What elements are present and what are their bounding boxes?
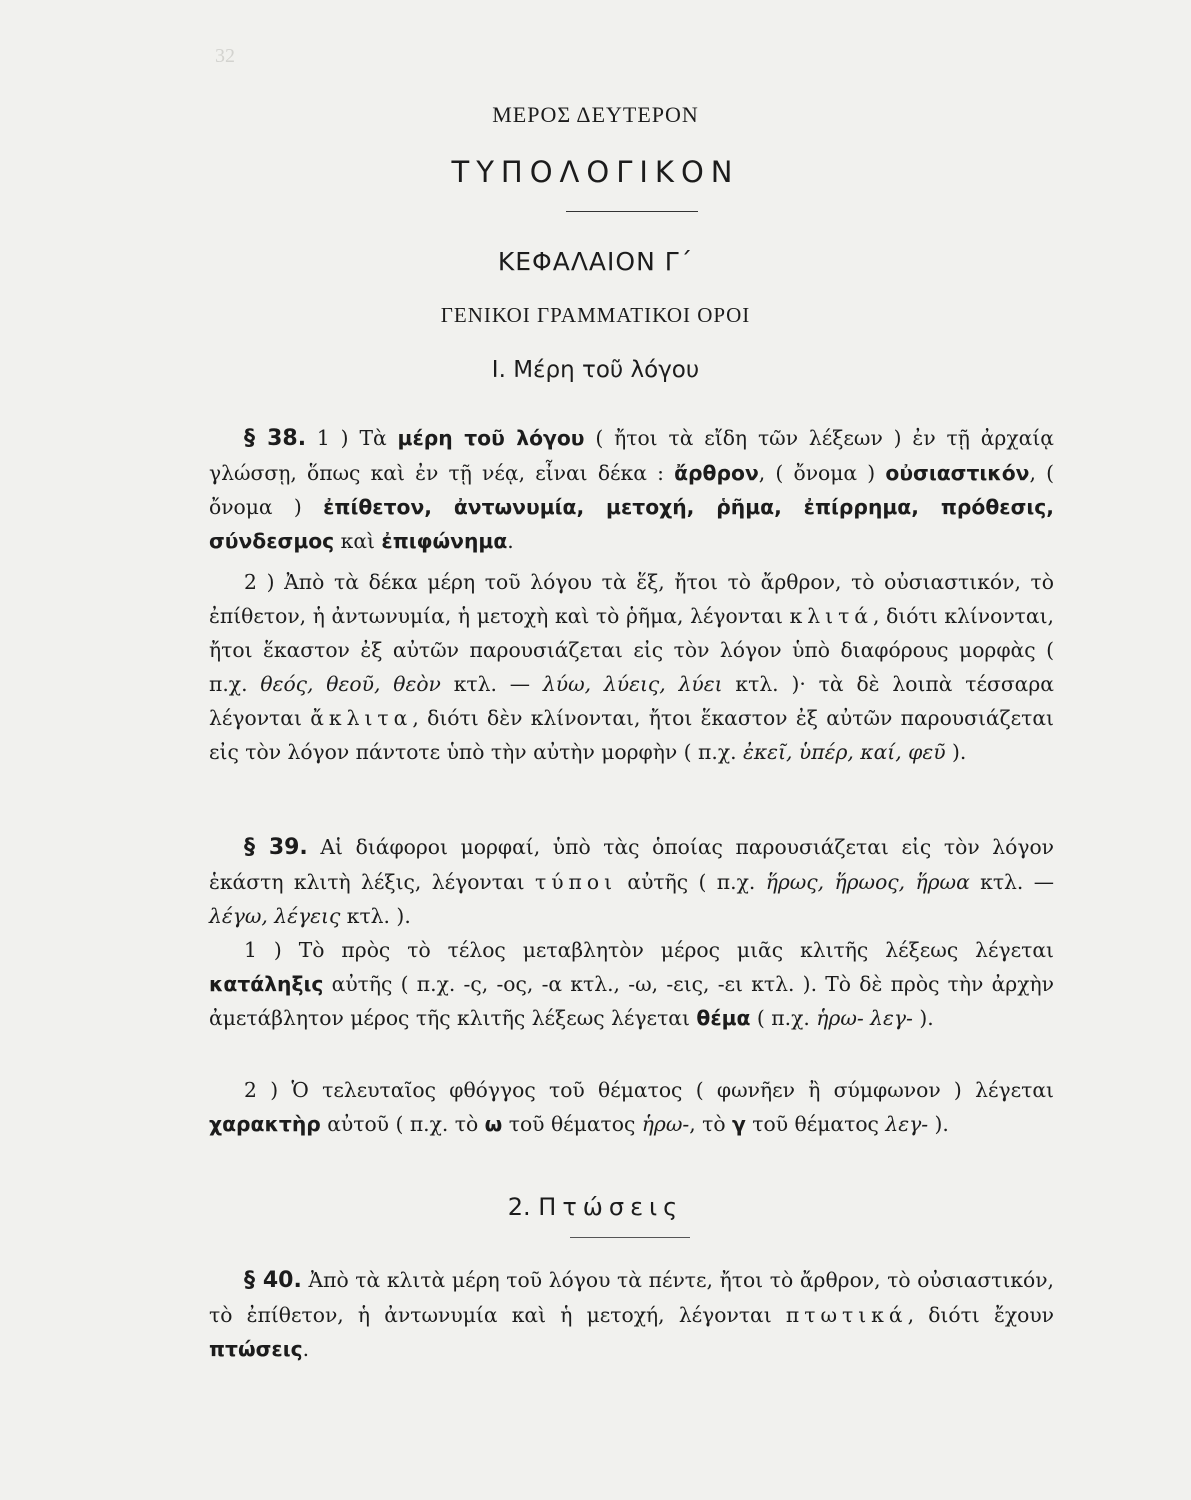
subsection-heading-2: 2. Πτώσεις [507,1193,684,1221]
paragraph-39: § 39. Αἱ διάφοροι μορφαί, ὑπὸ τὰς ὁποίας παρουσιάζεται εἰς τὸν λόγον ἑκάστη κλιτὴ λέξις, λέγονται τύποι αὐτῆς ( π.χ. ἥρως, ἥρωος, ἥρωα κτλ. — λέγω, λέγεις κτλ. ). [209,835,1054,928]
part-title: ΜΕΡΟΣ ΔΕΥΤΕΡΟΝ [492,102,699,127]
section-number-38: § 38. [244,426,307,451]
paragraph-38-2: 2 ) Ἀπὸ τὰ δέκα μέρη τοῦ λόγου τὰ ἕξ, ἤτοι τὸ ἄρθρον, τὸ οὐσιαστικόν, τὸ ἐπίθετον, ἡ ἀντωνυμία, ἡ μετοχὴ καὶ τὸ ῥῆμα, λέγονται κλιτά, διότι κλίνονται, ἤτοι ἕκαστον ἐξ αὐτῶν παρουσιάζεται εἰς τὸν λόγον ὑπὸ διαφόρους μορφὰς ( π.χ. θεός, θεοῦ, θεὸν κτλ. — λύω, λύεις, λύει κτλ. )· τὰ δὲ λοιπὰ τέσσαρα λέγονται ἄκλιτα, διότι δὲν κλίνονται, ἤτοι ἕκαστον ἐξ αὐτῶν παρουσιάζεται εἰς τὸν λόγον πάντοτε ὑπὸ τὴν αὐτὴν μορφὴν ( π.χ. ἐκεῖ, ὑπέρ, καί, φεῦ ). [209,570,1054,764]
paragraph-38: § 38. 1 ) Τὰ μέρη τοῦ λόγου ( ἤτοι τὰ εἴδη τῶν λέξεων ) ἐν τῇ ἀρχαίᾳ γλώσσῃ, ὅπως καὶ ἐν τῇ νέᾳ, εἶναι δέκα : ἄρθρον, ( ὄνομα ) οὐσιαστικόν, ( ὄνομα ) ἐπίθετον, ἀντωνυμία, μετοχή, ῥῆμα, ἐπίρρημα, πρόθεσις, σύνδεσμος καὶ ἐπιφώνημα. [209,426,1054,553]
chapter-heading: ΚΕΦΑΛΑΙΟΝ Γ΄ [497,247,694,276]
subsection-heading-1: Ι. Μέρη τοῦ λόγου [491,357,700,383]
subsection-divider [570,1237,690,1238]
paragraph-39-1: 1 ) Τὸ πρὸς τὸ τέλος μεταβλητὸν μέρος μιᾶς κλιτῆς λέξεως λέγεται κατάληξις αὐτῆς ( π.χ. -ς, -ος, -α κτλ., -ω, -εις, -ει κτλ. ). Τὸ δὲ πρὸς τὴν ἀρχὴν ἀμετάβλητον μέρος τῆς κλιτῆς λέξεως λέγεται θέμα ( π.χ. ἡρω- λεγ- ). [209,938,1054,1030]
page-number: 32 [215,45,235,67]
section-number-39: § 39. [244,835,308,860]
section-title: ΓΕΝΙΚΟΙ ΓΡΑΜΜΑΤΙΚΟΙ ΟΡΟΙ [440,303,751,327]
section-number-40: § 40. [244,1268,302,1293]
paragraph-40: § 40. Ἀπὸ τὰ κλιτὰ μέρη τοῦ λόγου τὰ πέντε, ἤτοι τὸ ἄρθρον, τὸ οὐσιαστικόν, τὸ ἐπίθετον, ἡ ἀντωνυμία καὶ ἡ μετοχή, λέγονται πτωτικά, διότι ἔχουν πτώσεις. [209,1268,1054,1361]
title-divider [566,211,698,212]
paragraph-39-2: 2 ) Ὁ τελευταῖος φθόγγος τοῦ θέματος ( φωνῆεν ἢ σύμφωνον ) λέγεται χαρακτὴρ αὐτοῦ ( π.χ. τὸ ω τοῦ θέματος ἡρω-, τὸ γ τοῦ θέματος λεγ- ). [209,1078,1054,1136]
main-title: ΤΥΠΟΛΟΓΙΚΟΝ [451,155,740,189]
